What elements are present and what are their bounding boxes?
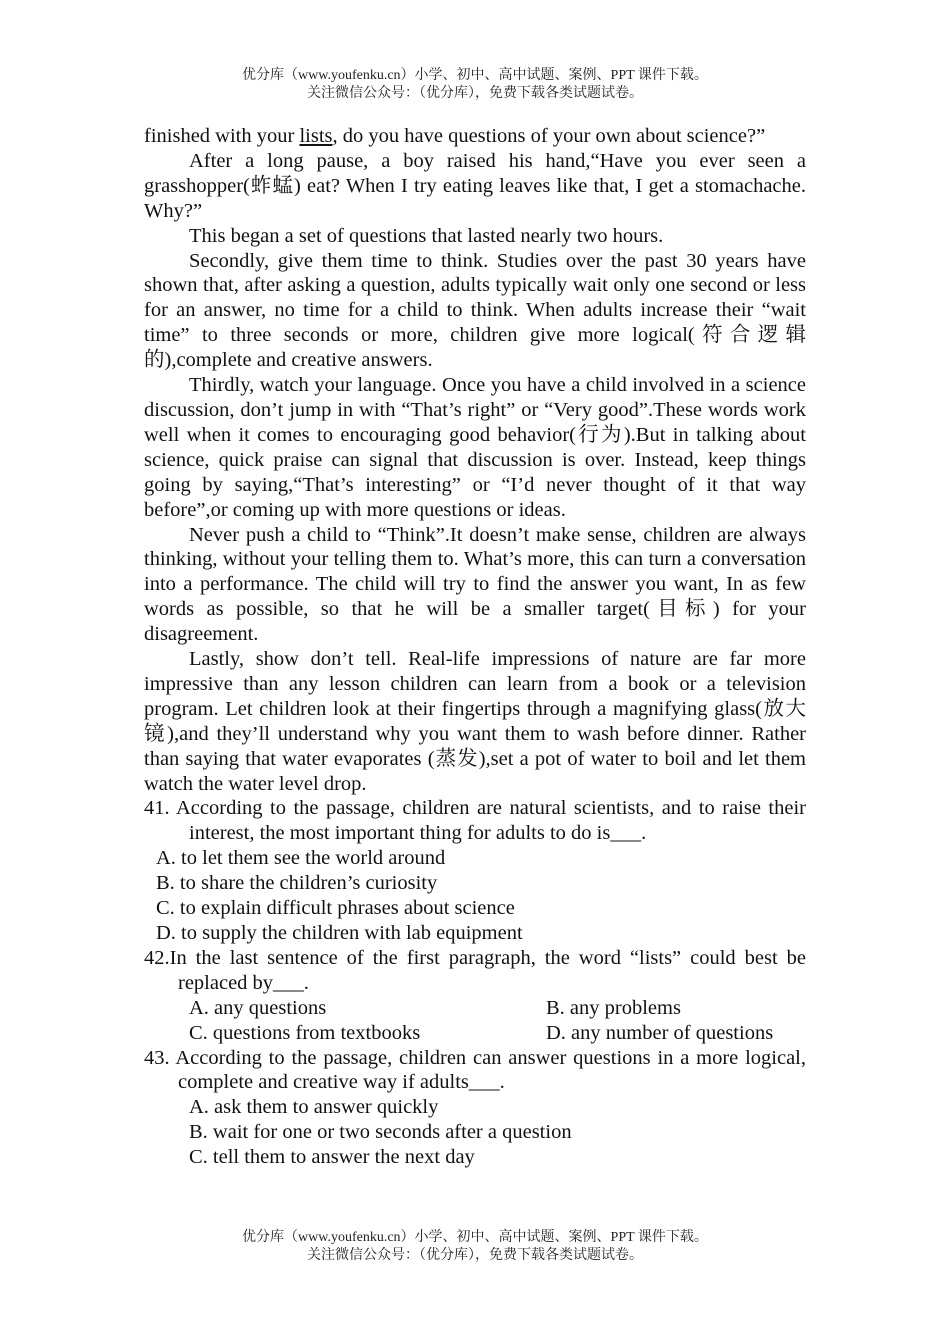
header-line-1: 优分库（www.youfenku.cn）小学、初中、高中试题、案例、PPT 课件下载。 [242, 68, 708, 83]
footer-line-1: 优分库（www.youfenku.cn）小学、初中、高中试题、案例、PPT 课件下载。 [242, 1230, 708, 1245]
page-footer [0, 1229, 950, 1265]
underlined-word-lists: lists [299, 125, 333, 147]
q43-option-b: B. wait for one or two seconds after a question [189, 1121, 572, 1144]
passage-paragraph-2: This began a set of questions that lasted nearly two hours. [189, 224, 664, 247]
exam-content [144, 124, 806, 1170]
q41-option-d: D. to supply the children with lab equipment [156, 922, 523, 944]
q42-option-a: A. any questions [189, 996, 327, 1019]
passage-paragraph-3: Secondly, give them time to think. Studies over the past 30 years have shown that, after asking a question, adults typically wait only one second or less for an answer, no time for a child to think. When adults increase their “wait time” to three seconds or more, children give more logical(符合逻辑的),complete and creative answers. [144, 249, 806, 372]
page-header [0, 67, 950, 103]
question-42-stem: 42.In the last sentence of the first paragraph, the word “lists” could best be replaced by___. [144, 946, 806, 994]
passage-paragraph-6: Lastly, show don’t tell. Real-life impressions of nature are far more impressive than any lesson children can learn from a book or a television program. Let children look at their fingertips through a magnifying glass(放大镜),and they’ll understand why you want them to wash before dinner. Rather than saying that water evaporates (蒸发),set a pot of water to boil and let them watch the water level drop. [144, 648, 806, 795]
passage-paragraph-5: Never push a child to “Think”.It doesn’t make sense, children are always thinking, without your telling them to. What’s more, this can turn a conversation into a performance. The child will try to find the answer you want, In as few words as possible, so that he will be a smaller target(目标) for your disagreement. [144, 523, 806, 646]
question-43-stem: 43. According to the passage, children can answer questions in a more logical, complete and creative way if adults___. [144, 1046, 806, 1094]
question-41-stem: 41. According to the passage, children are natural scientists, and to raise their interest, the most important thing for adults to do is___. [144, 797, 806, 845]
q42-option-b: B. any problems [546, 996, 681, 1019]
q41-option-b: B. to share the children’s curiosity [156, 872, 438, 895]
q42-option-d: D. any number of questions [546, 1021, 774, 1044]
footer-line-2: 关注微信公众号：（优分库），免费下载各类试题试卷。 [307, 1248, 643, 1263]
header-line-2: 关注微信公众号：（优分库），免费下载各类试题试卷。 [307, 86, 643, 101]
q41-option-a: A. to let them see the world around [156, 847, 446, 870]
q43-option-a: A. ask them to answer quickly [189, 1096, 439, 1119]
q42-options-row-1 [144, 996, 806, 1021]
passage-paragraph-4: Thirdly, watch your language. Once you have a child involved in a science discussion, don’t jump in with “That’s right” or “Very good”.These words work well when it comes to encouraging good behavior(行为).But in talking about science, quick praise can signal that discussion is over. Instead, keep things going by saying,“That’s interesting” or “I’d never thought of it that way before”,or coming up with more questions or ideas. [144, 374, 806, 521]
q41-option-c: C. to explain difficult phrases about science [156, 897, 515, 920]
passage-paragraph-0: finished with your lists, do you have questions of your own about science?” [144, 125, 766, 147]
q43-option-c: C. tell them to answer the next day [189, 1146, 475, 1169]
q42-option-c: C. questions from textbooks [189, 1021, 421, 1044]
q42-options-row-2 [144, 1021, 806, 1046]
passage-paragraph-1: After a long pause, a boy raised his hand,“Have you ever seen a grasshopper(蚱蜢) eat? When I try eating leaves like that, I get a stomachache. Why?” [144, 149, 806, 222]
